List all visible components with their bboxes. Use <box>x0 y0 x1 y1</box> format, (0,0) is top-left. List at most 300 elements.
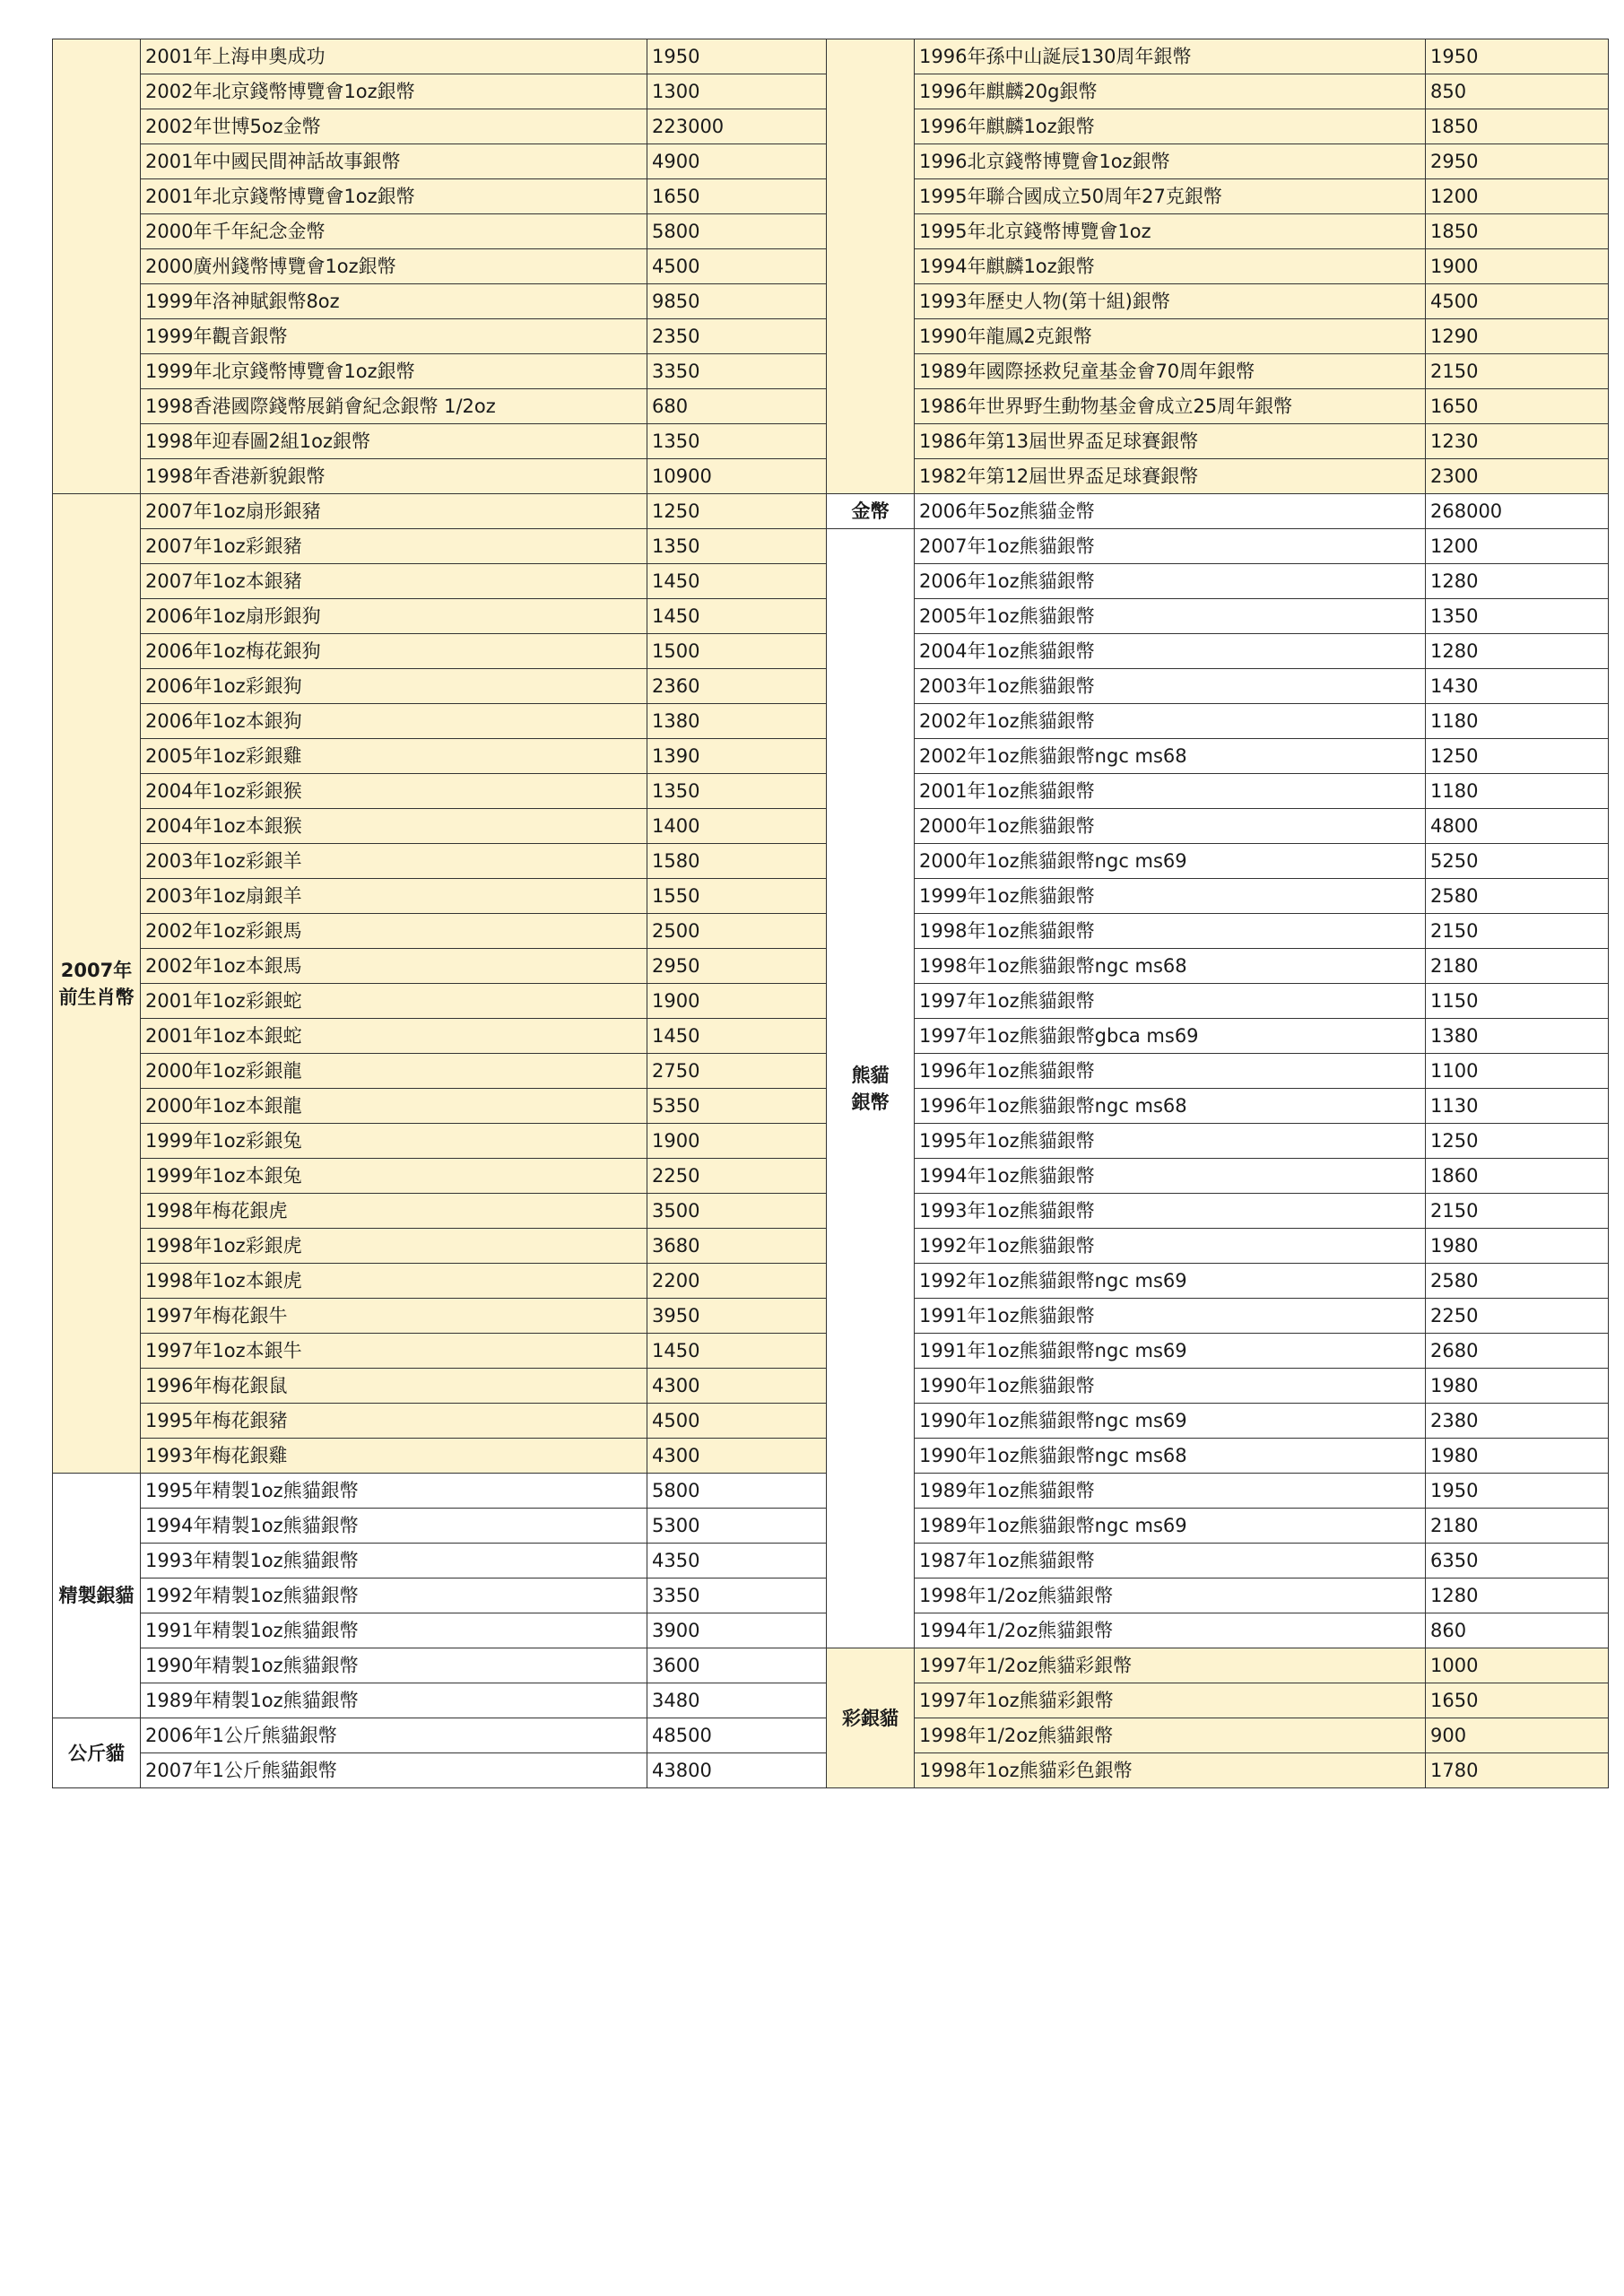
table-row <box>827 1509 1609 1544</box>
item-price: 1430 <box>1426 669 1609 704</box>
item-name: 2001年上海申奧成功 <box>141 39 647 74</box>
item-name: 1995年聯合國成立50周年27克銀幣 <box>915 179 1426 214</box>
table-row <box>53 914 827 949</box>
item-name: 1996年孫中山誕辰130周年銀幣 <box>915 39 1426 74</box>
item-price: 1100 <box>1426 1054 1609 1089</box>
item-price: 1300 <box>647 74 827 109</box>
table-row <box>827 1439 1609 1474</box>
item-price: 2580 <box>1426 1264 1609 1299</box>
item-name: 2003年1oz扇銀羊 <box>141 879 647 914</box>
item-name: 2002年世博5oz金幣 <box>141 109 647 144</box>
table-row <box>53 39 827 74</box>
item-price: 680 <box>647 389 827 424</box>
item-price: 5300 <box>647 1509 827 1544</box>
table-row <box>53 179 827 214</box>
item-name: 2001年1oz彩銀蛇 <box>141 984 647 1019</box>
table-row <box>53 739 827 774</box>
item-name: 1993年1oz熊貓銀幣 <box>915 1194 1426 1229</box>
table-row <box>827 984 1609 1019</box>
table-row <box>827 739 1609 774</box>
table-row <box>827 1229 1609 1264</box>
table-row <box>53 1334 827 1369</box>
item-name: 1998年1oz彩銀虎 <box>141 1229 647 1264</box>
item-price: 2750 <box>647 1054 827 1089</box>
item-price: 1950 <box>1426 1474 1609 1509</box>
table-row <box>53 424 827 459</box>
category-cell: 熊貓 銀幣 <box>827 529 915 1648</box>
table-row <box>827 599 1609 634</box>
table-row <box>827 669 1609 704</box>
table-row <box>827 109 1609 144</box>
item-price: 1380 <box>647 704 827 739</box>
item-name: 2002年北京錢幣博覽會1oz銀幣 <box>141 74 647 109</box>
table-row <box>827 319 1609 354</box>
item-name: 2000年1oz熊貓銀幣ngc ms69 <box>915 844 1426 879</box>
item-price: 268000 <box>1426 494 1609 529</box>
item-name: 1986年第13屆世界盃足球賽銀幣 <box>915 424 1426 459</box>
table-row <box>53 1229 827 1264</box>
item-price: 1180 <box>1426 774 1609 809</box>
item-price: 1000 <box>1426 1648 1609 1683</box>
table-row <box>53 284 827 319</box>
table-row <box>53 459 827 494</box>
item-price: 1350 <box>647 424 827 459</box>
item-name: 1998年1oz熊貓銀幣 <box>915 914 1426 949</box>
item-name: 1992年1oz熊貓銀幣ngc ms69 <box>915 1264 1426 1299</box>
item-price: 1350 <box>1426 599 1609 634</box>
item-price: 2250 <box>647 1159 827 1194</box>
category-cell: 彩銀貓 <box>827 1648 915 1788</box>
table-row <box>827 1474 1609 1509</box>
item-price: 4300 <box>647 1439 827 1474</box>
item-price: 6350 <box>1426 1544 1609 1578</box>
table-row <box>53 1089 827 1124</box>
table-row <box>827 144 1609 179</box>
item-price: 1580 <box>647 844 827 879</box>
table-row <box>827 1264 1609 1299</box>
item-name: 1999年北京錢幣博覽會1oz銀幣 <box>141 354 647 389</box>
table-row <box>827 1613 1609 1648</box>
item-name: 2001年1oz熊貓銀幣 <box>915 774 1426 809</box>
table-row <box>827 1019 1609 1054</box>
item-price: 1250 <box>647 494 827 529</box>
item-price: 4500 <box>647 1404 827 1439</box>
table-row <box>827 1718 1609 1753</box>
item-price: 5350 <box>647 1089 827 1124</box>
item-price: 1380 <box>1426 1019 1609 1054</box>
item-name: 1998年梅花銀虎 <box>141 1194 647 1229</box>
table-row <box>827 39 1609 74</box>
item-name: 1997年1oz本銀牛 <box>141 1334 647 1369</box>
item-price: 1550 <box>647 879 827 914</box>
item-name: 2000廣州錢幣博覽會1oz銀幣 <box>141 249 647 284</box>
table-row <box>53 1439 827 1474</box>
item-price: 4300 <box>647 1369 827 1404</box>
item-name: 1990年1oz熊貓銀幣ngc ms69 <box>915 1404 1426 1439</box>
item-name: 1990年龍鳳2克銀幣 <box>915 319 1426 354</box>
item-name: 1989年精製1oz熊貓銀幣 <box>141 1683 647 1718</box>
item-name: 1994年1/2oz熊貓銀幣 <box>915 1613 1426 1648</box>
table-row <box>53 984 827 1019</box>
item-name: 2001年中國民間神話故事銀幣 <box>141 144 647 179</box>
item-price: 1280 <box>1426 564 1609 599</box>
item-price: 3480 <box>647 1683 827 1718</box>
table-row <box>827 1124 1609 1159</box>
table-row <box>827 1299 1609 1334</box>
item-price: 1130 <box>1426 1089 1609 1124</box>
item-name: 2002年1oz本銀馬 <box>141 949 647 984</box>
item-name: 1996年梅花銀鼠 <box>141 1369 647 1404</box>
item-name: 2002年1oz彩銀馬 <box>141 914 647 949</box>
item-name: 1986年世界野生動物基金會成立25周年銀幣 <box>915 389 1426 424</box>
item-price: 1860 <box>1426 1159 1609 1194</box>
table-row <box>53 1683 827 1718</box>
item-name: 1993年梅花銀雞 <box>141 1439 647 1474</box>
item-name: 1990年1oz熊貓銀幣ngc ms68 <box>915 1439 1426 1474</box>
item-name: 2003年1oz熊貓銀幣 <box>915 669 1426 704</box>
item-price: 1350 <box>647 529 827 564</box>
item-price: 2350 <box>647 319 827 354</box>
table-row <box>53 389 827 424</box>
item-name: 1996年麒麟20g銀幣 <box>915 74 1426 109</box>
table-row <box>827 354 1609 389</box>
item-price: 4800 <box>1426 809 1609 844</box>
table-row <box>53 1718 827 1753</box>
item-name: 1991年精製1oz熊貓銀幣 <box>141 1613 647 1648</box>
item-name: 1995年梅花銀豬 <box>141 1404 647 1439</box>
item-price: 2380 <box>1426 1404 1609 1439</box>
item-name: 1996年1oz熊貓銀幣 <box>915 1054 1426 1089</box>
item-name: 1995年1oz熊貓銀幣 <box>915 1124 1426 1159</box>
item-name: 1999年觀音銀幣 <box>141 319 647 354</box>
item-name: 2006年1公斤熊貓銀幣 <box>141 1718 647 1753</box>
table-row <box>827 1194 1609 1229</box>
item-price: 4500 <box>1426 284 1609 319</box>
item-price: 2150 <box>1426 914 1609 949</box>
item-name: 2004年1oz熊貓銀幣 <box>915 634 1426 669</box>
table-row <box>827 704 1609 739</box>
table-row <box>53 564 827 599</box>
table-row <box>53 634 827 669</box>
category-cell: 精製銀貓 <box>53 1474 141 1718</box>
table-row <box>53 1159 827 1194</box>
item-name: 1998香港國際錢幣展銷會紀念銀幣 1/2oz <box>141 389 647 424</box>
item-name: 1997年1oz熊貓彩銀幣 <box>915 1683 1426 1718</box>
item-price: 2180 <box>1426 1509 1609 1544</box>
item-price: 10900 <box>647 459 827 494</box>
table-row <box>827 494 1609 529</box>
item-name: 1993年歷史人物(第十組)銀幣 <box>915 284 1426 319</box>
item-name: 1998年迎春圖2組1oz銀幣 <box>141 424 647 459</box>
item-price: 1230 <box>1426 424 1609 459</box>
item-price: 1250 <box>1426 739 1609 774</box>
item-price: 3500 <box>647 1194 827 1229</box>
item-price: 1400 <box>647 809 827 844</box>
item-name: 1992年1oz熊貓銀幣 <box>915 1229 1426 1264</box>
item-name: 1998年1oz熊貓銀幣ngc ms68 <box>915 949 1426 984</box>
item-price: 4350 <box>647 1544 827 1578</box>
item-name: 2001年1oz本銀蛇 <box>141 1019 647 1054</box>
item-price: 1390 <box>647 739 827 774</box>
table-row <box>827 634 1609 669</box>
item-name: 1998年1/2oz熊貓銀幣 <box>915 1718 1426 1753</box>
item-price: 2200 <box>647 1264 827 1299</box>
item-price: 9850 <box>647 284 827 319</box>
item-price: 1650 <box>1426 1683 1609 1718</box>
category-cell: 金幣 <box>827 494 915 529</box>
item-name: 2000年1oz本銀龍 <box>141 1089 647 1124</box>
item-price: 2150 <box>1426 354 1609 389</box>
item-price: 2580 <box>1426 879 1609 914</box>
table-row <box>53 1578 827 1613</box>
item-name: 1992年精製1oz熊貓銀幣 <box>141 1578 647 1613</box>
item-name: 2005年1oz熊貓銀幣 <box>915 599 1426 634</box>
item-price: 4500 <box>647 249 827 284</box>
item-price: 2360 <box>647 669 827 704</box>
item-name: 1994年麒麟1oz銀幣 <box>915 249 1426 284</box>
table-row <box>827 1369 1609 1404</box>
table-row <box>827 424 1609 459</box>
category-cell: 公斤貓 <box>53 1718 141 1788</box>
table-row <box>53 74 827 109</box>
table-row <box>53 669 827 704</box>
table-row <box>827 389 1609 424</box>
item-name: 1989年國際拯救兒童基金會70周年銀幣 <box>915 354 1426 389</box>
table-row <box>827 249 1609 284</box>
table-row <box>53 249 827 284</box>
table-row <box>53 494 827 529</box>
item-name: 2007年1oz扇形銀豬 <box>141 494 647 529</box>
item-name: 1996年麒麟1oz銀幣 <box>915 109 1426 144</box>
table-row <box>827 879 1609 914</box>
item-name: 1993年精製1oz熊貓銀幣 <box>141 1544 647 1578</box>
item-name: 1995年北京錢幣博覽會1oz <box>915 214 1426 249</box>
table-row <box>827 1544 1609 1578</box>
table-row <box>53 1509 827 1544</box>
item-name: 2004年1oz彩銀猴 <box>141 774 647 809</box>
item-price: 1950 <box>1426 39 1609 74</box>
item-price: 1250 <box>1426 1124 1609 1159</box>
item-price: 850 <box>1426 74 1609 109</box>
table-row <box>53 1474 827 1509</box>
table-row <box>827 949 1609 984</box>
table-row <box>827 214 1609 249</box>
item-name: 2007年1oz彩銀豬 <box>141 529 647 564</box>
item-name: 2000年1oz彩銀龍 <box>141 1054 647 1089</box>
item-price: 1450 <box>647 1019 827 1054</box>
table-row <box>53 214 827 249</box>
table-row <box>53 109 827 144</box>
item-name: 1990年1oz熊貓銀幣 <box>915 1369 1426 1404</box>
category-cell <box>53 39 141 494</box>
item-name: 1991年1oz熊貓銀幣ngc ms69 <box>915 1334 1426 1369</box>
item-price: 3350 <box>647 354 827 389</box>
item-price: 860 <box>1426 1613 1609 1648</box>
item-name: 1990年精製1oz熊貓銀幣 <box>141 1648 647 1683</box>
item-name: 1991年1oz熊貓銀幣 <box>915 1299 1426 1334</box>
table-row <box>53 1613 827 1648</box>
item-name: 2000年1oz熊貓銀幣 <box>915 809 1426 844</box>
table-row <box>53 809 827 844</box>
item-price: 5800 <box>647 1474 827 1509</box>
table-row <box>53 1019 827 1054</box>
table-row <box>53 1544 827 1578</box>
table-row <box>53 144 827 179</box>
item-price: 3680 <box>647 1229 827 1264</box>
item-name: 1997年梅花銀牛 <box>141 1299 647 1334</box>
item-price: 1850 <box>1426 214 1609 249</box>
item-price: 4900 <box>647 144 827 179</box>
item-name: 2007年1公斤熊貓銀幣 <box>141 1753 647 1788</box>
item-name: 2001年北京錢幣博覽會1oz銀幣 <box>141 179 647 214</box>
item-name: 2006年1oz梅花銀狗 <box>141 634 647 669</box>
item-price: 1150 <box>1426 984 1609 1019</box>
table-row <box>53 1264 827 1299</box>
item-price: 1980 <box>1426 1439 1609 1474</box>
table-row <box>827 1334 1609 1369</box>
item-price: 1900 <box>647 1124 827 1159</box>
item-price: 1500 <box>647 634 827 669</box>
item-name: 1995年精製1oz熊貓銀幣 <box>141 1474 647 1509</box>
table-row <box>827 1578 1609 1613</box>
table-row <box>827 179 1609 214</box>
item-price: 1900 <box>1426 249 1609 284</box>
table-row <box>53 1194 827 1229</box>
item-price: 1650 <box>647 179 827 214</box>
price-table-right <box>826 39 1609 1788</box>
item-name: 2006年1oz彩銀狗 <box>141 669 647 704</box>
item-price: 1200 <box>1426 179 1609 214</box>
item-name: 2004年1oz本銀猴 <box>141 809 647 844</box>
table-row <box>827 1054 1609 1089</box>
item-name: 1982年第12屆世界盃足球賽銀幣 <box>915 459 1426 494</box>
table-row <box>827 1648 1609 1683</box>
item-price: 900 <box>1426 1718 1609 1753</box>
item-price: 1280 <box>1426 634 1609 669</box>
table-row <box>827 564 1609 599</box>
table-row <box>827 459 1609 494</box>
item-price: 1980 <box>1426 1229 1609 1264</box>
item-price: 3900 <box>647 1613 827 1648</box>
item-name: 2000年千年紀念金幣 <box>141 214 647 249</box>
item-name: 1998年1oz本銀虎 <box>141 1264 647 1299</box>
table-row <box>53 1369 827 1404</box>
item-name: 1999年1oz本銀兔 <box>141 1159 647 1194</box>
item-price: 5250 <box>1426 844 1609 879</box>
item-name: 1997年1oz熊貓銀幣gbca ms69 <box>915 1019 1426 1054</box>
table-row <box>827 774 1609 809</box>
item-name: 1989年1oz熊貓銀幣 <box>915 1474 1426 1509</box>
table-row <box>53 1299 827 1334</box>
table-row <box>53 774 827 809</box>
item-name: 2002年1oz熊貓銀幣ngc ms68 <box>915 739 1426 774</box>
item-price: 1450 <box>647 599 827 634</box>
item-price: 2300 <box>1426 459 1609 494</box>
item-price: 2950 <box>1426 144 1609 179</box>
table-row <box>827 1404 1609 1439</box>
table-row <box>827 914 1609 949</box>
item-name: 1999年洛神賦銀幣8oz <box>141 284 647 319</box>
table-row <box>53 354 827 389</box>
item-price: 3350 <box>647 1578 827 1613</box>
item-price: 5800 <box>647 214 827 249</box>
item-price: 1950 <box>647 39 827 74</box>
item-price: 1350 <box>647 774 827 809</box>
table-row <box>827 1089 1609 1124</box>
table-row <box>827 809 1609 844</box>
item-price: 2950 <box>647 949 827 984</box>
table-row <box>53 1404 827 1439</box>
table-row <box>53 1054 827 1089</box>
item-price: 3600 <box>647 1648 827 1683</box>
table-row <box>827 284 1609 319</box>
item-name: 2007年1oz本銀豬 <box>141 564 647 599</box>
table-row <box>827 529 1609 564</box>
item-name: 1994年精製1oz熊貓銀幣 <box>141 1509 647 1544</box>
table-row <box>53 844 827 879</box>
table-row <box>827 844 1609 879</box>
item-price: 43800 <box>647 1753 827 1788</box>
item-name: 2006年5oz熊貓金幣 <box>915 494 1426 529</box>
item-price: 2150 <box>1426 1194 1609 1229</box>
table-row <box>53 1753 827 1788</box>
table-row <box>53 704 827 739</box>
item-price: 2680 <box>1426 1334 1609 1369</box>
item-price: 1180 <box>1426 704 1609 739</box>
item-price: 1450 <box>647 1334 827 1369</box>
item-name: 1996北京錢幣博覽會1oz銀幣 <box>915 144 1426 179</box>
item-name: 1997年1oz熊貓銀幣 <box>915 984 1426 1019</box>
price-table-left <box>52 39 827 1788</box>
item-price: 223000 <box>647 109 827 144</box>
table-row <box>53 879 827 914</box>
item-name: 2007年1oz熊貓銀幣 <box>915 529 1426 564</box>
item-name: 1994年1oz熊貓銀幣 <box>915 1159 1426 1194</box>
item-price: 1650 <box>1426 389 1609 424</box>
item-price: 1290 <box>1426 319 1609 354</box>
item-name: 1998年1/2oz熊貓銀幣 <box>915 1578 1426 1613</box>
item-name: 1999年1oz熊貓銀幣 <box>915 879 1426 914</box>
table-row <box>827 1159 1609 1194</box>
table-row <box>53 599 827 634</box>
item-name: 2006年1oz熊貓銀幣 <box>915 564 1426 599</box>
table-row <box>53 529 827 564</box>
item-price: 1450 <box>647 564 827 599</box>
category-cell <box>827 39 915 494</box>
item-price: 1780 <box>1426 1753 1609 1788</box>
item-price: 3950 <box>647 1299 827 1334</box>
item-name: 2005年1oz彩銀雞 <box>141 739 647 774</box>
item-price: 1850 <box>1426 109 1609 144</box>
item-name: 1989年1oz熊貓銀幣ngc ms69 <box>915 1509 1426 1544</box>
item-price: 1900 <box>647 984 827 1019</box>
table-row <box>53 1124 827 1159</box>
item-name: 2002年1oz熊貓銀幣 <box>915 704 1426 739</box>
item-name: 1998年1oz熊貓彩色銀幣 <box>915 1753 1426 1788</box>
item-name: 2003年1oz彩銀羊 <box>141 844 647 879</box>
item-name: 1997年1/2oz熊貓彩銀幣 <box>915 1648 1426 1683</box>
table-row <box>827 1753 1609 1788</box>
item-price: 1980 <box>1426 1369 1609 1404</box>
table-row <box>53 1648 827 1683</box>
item-price: 48500 <box>647 1718 827 1753</box>
item-name: 2006年1oz本銀狗 <box>141 704 647 739</box>
item-price: 1280 <box>1426 1578 1609 1613</box>
item-name: 1999年1oz彩銀兔 <box>141 1124 647 1159</box>
category-cell: 2007年 前生肖幣 <box>53 494 141 1474</box>
table-row <box>53 949 827 984</box>
item-price: 2250 <box>1426 1299 1609 1334</box>
